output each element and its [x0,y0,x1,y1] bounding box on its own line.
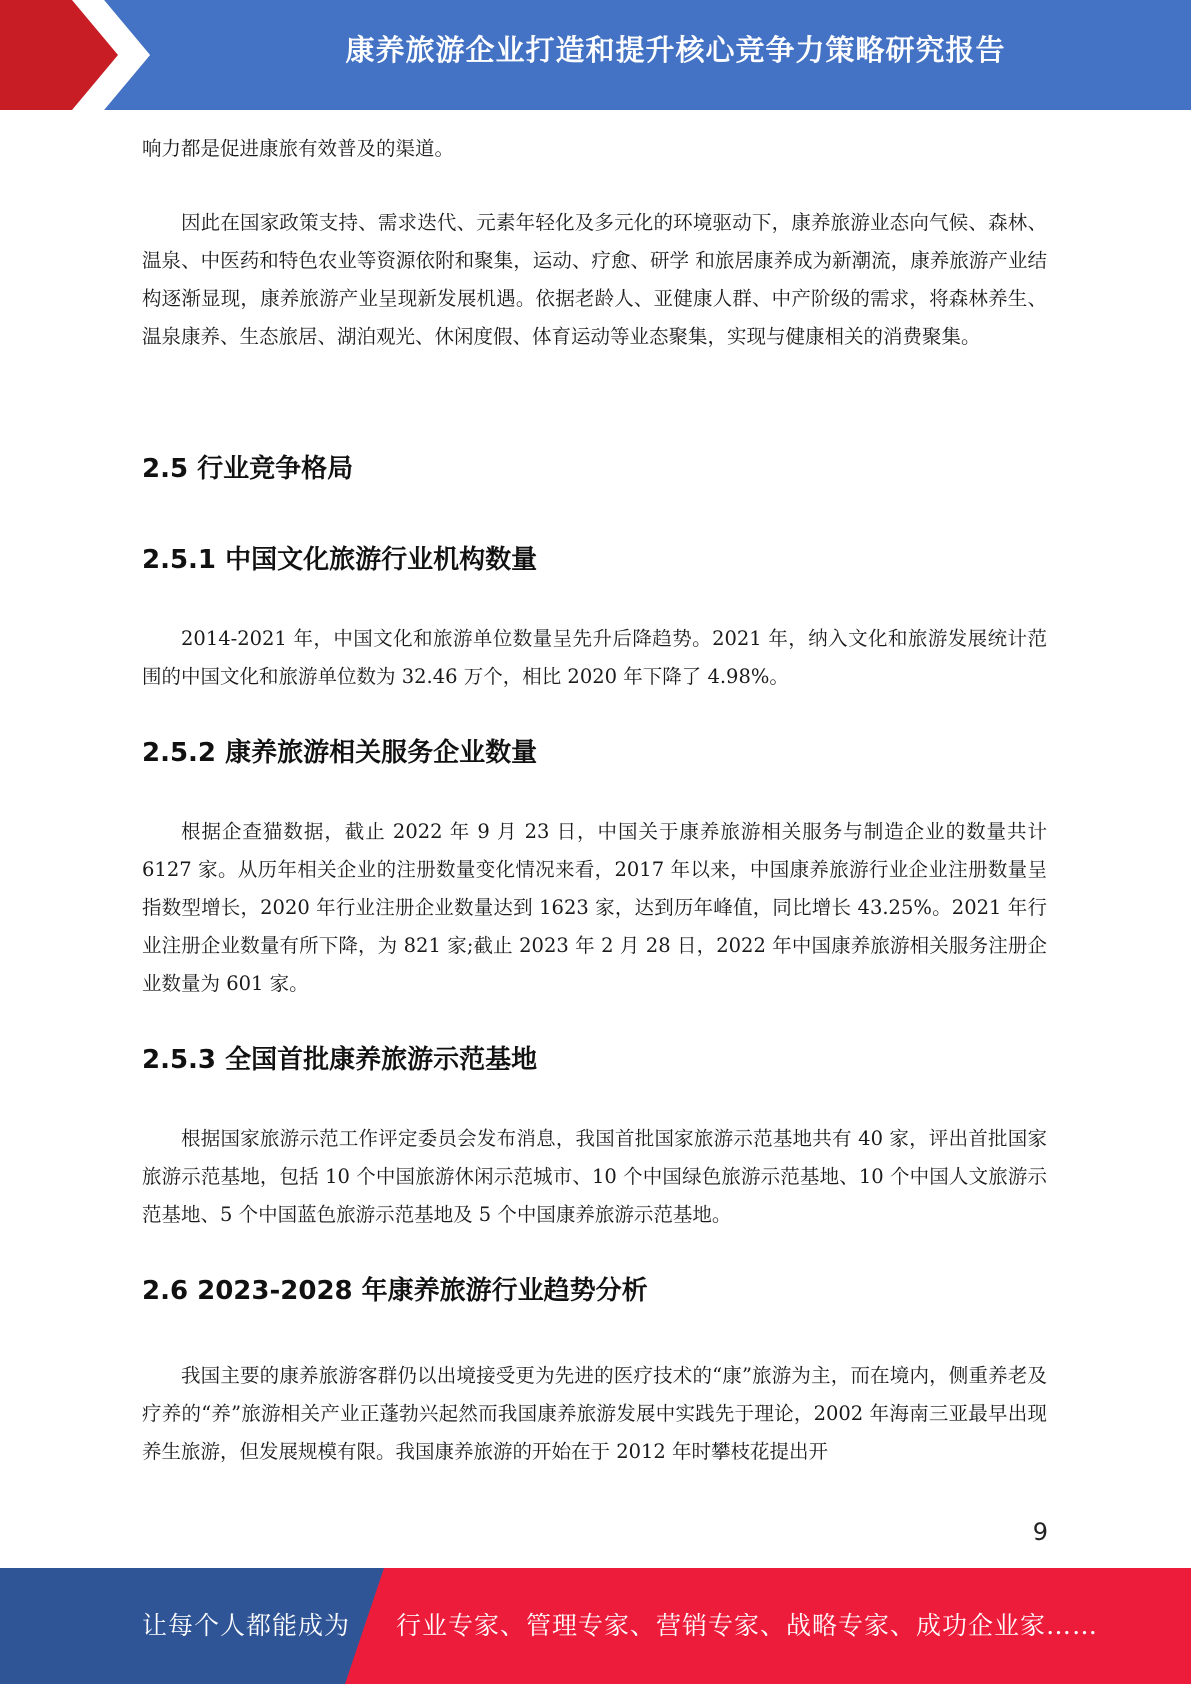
section-heading-2-5-3: 2.5.3 全国首批康养旅游示范基地 [142,1045,538,1075]
section-2-5-3-body: 根据国家旅游示范工作评定委员会发布消息，我国首批国家旅游示范基地共有 40 家，评出首批国家旅游示范基地，包括 10 个中国旅游休闲示范城市、10 个中国绿色旅游示范基地、10 个中国人文旅游示范基地、5 个中国蓝色旅游示范基地及 5 个中国康养旅游示范基地。 [142,1127,1047,1226]
footer-slogan-right: 行业专家、管理专家、营销专家、战略专家、成功企业家…… [396,1611,1099,1640]
page-footer [0,1568,1191,1684]
section-heading-2-5: 2.5 行业竞争格局 [142,454,354,484]
section-2-5-2-body: 根据企查猫数据，截止 2022 年 9 月 23 日，中国关于康养旅游相关服务与制造企业的数量共计 6127 家。从历年相关企业的注册数量变化情况来看，2017 年以来，中国康养旅游行业企业注册数量呈指数型增长，2020 年行业注册企业数量达到 1623 家，达到历年峰值，同比增长 43.25%。2021 年行业注册企业数量有所下降，为 821 家;截止 2023 年 2 月 28 日，2022 年中国康养旅游相关服务注册企业数量为 601 家。 [142,820,1047,995]
intro-paragraph: 因此在国家政策支持、需求迭代、元素年轻化及多元化的环境驱动下，康养旅游业态向气候、森林、温泉、中医药和特色农业等资源依附和聚集，运动、疗愈、研学 和旅居康养成为新潮流，康养旅游产业结构逐渐显现，康养旅游产业呈现新发展机遇。依据老龄人、亚健康人群、中产阶级的需求，将森林养生、温泉康养、生态旅居、湖泊观光、休闲度假、体育运动等业态聚集，实现与健康相关的消费聚集。 [142,211,1047,348]
page-content [142,130,1047,1471]
page-number: 9 [1032,1518,1048,1546]
section-heading-2-5-1: 2.5.1 中国文化旅游行业机构数量 [142,545,538,575]
section-2-5-1-body: 2014-2021 年，中国文化和旅游单位数量呈先升后降趋势。2021 年，纳入文化和旅游发展统计范围的中国文化和旅游单位数为 32.46 万个，相比 2020 年下降了 4.98%。 [142,627,1047,688]
page-header [0,0,1191,110]
section-heading-2-5-2: 2.5.2 康养旅游相关服务企业数量 [142,738,538,768]
intro-continuation: 响力都是促进康旅有效普及的渠道。 [142,137,455,160]
header-arrow-decoration [0,0,150,110]
report-title: 康养旅游企业打造和提升核心竞争力策略研究报告 [345,33,1006,67]
section-heading-2-6: 2.6 2023-2028 年康养旅游行业趋势分析 [142,1276,648,1306]
section-2-6-body: 我国主要的康养旅游客群仍以出境接受更为先进的医疗技术的“康”旅游为主，而在境内，侧重养老及疗养的“养”旅游相关产业正蓬勃兴起然而我国康养旅游发展中实践先于理论，2002 年海南三亚最早出现养生旅游，但发展规模有限。我国康养旅游的开始在于 2012 年时攀枝花提出开 [142,1364,1047,1463]
footer-slogan-left: 让每个人都能成为 [142,1611,351,1640]
